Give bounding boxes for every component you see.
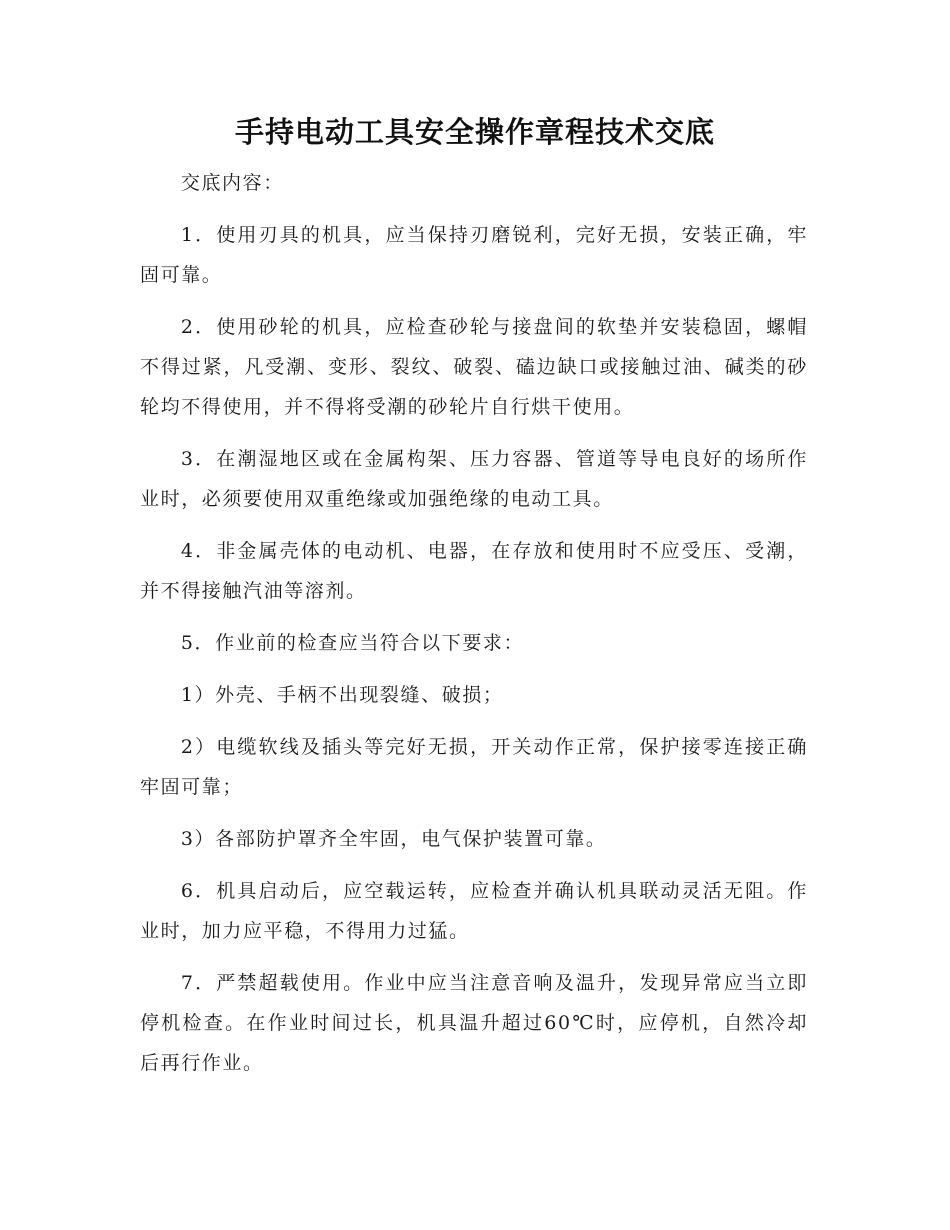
paragraph-item-6: 6．机具启动后，应空载运转，应检查并确认机具联动灵活无阻。作业时，加力应平稳，不得用力过猛。: [140, 880, 808, 942]
paragraph-subitem-5-3: 3）各部防护罩齐全牢固，电气保护装置可靠。: [180, 828, 607, 850]
paragraph-item-7: 7．严禁超载使用。作业中应当注意音响及温升，发现异常应当立即停机检查。在作业时间过长，机具温升超过60℃时，应停机，自然冷却后再行作业。: [140, 972, 808, 1074]
paragraph-subitem-5-1: 1）外壳、手柄不出现裂缝、破损；: [180, 684, 504, 706]
document-body: [140, 163, 808, 1095]
paragraph-item-1: 1．使用刃具的机具，应当保持刃磨锐利，完好无损，安装正确，牢固可靠。: [140, 224, 808, 286]
paragraph-intro: 交底内容：: [180, 172, 284, 194]
document-title: 手持电动工具安全操作章程技术交底: [234, 115, 715, 149]
paragraph-item-2: 2．使用砂轮的机具，应检查砂轮与接盘间的软垫并安装稳固，螺帽不得过紧，凡受潮、变形、裂纹、破裂、磕边缺口或接触过油、碱类的砂轮均不得使用，并不得将受潮的砂轮片自行烘干使用。: [140, 316, 808, 418]
paragraph-subitem-5-2: 2）电缆软线及插头等完好无损，开关动作正常，保护接零连接正确牢固可靠；: [140, 736, 808, 798]
paragraph-item-3: 3．在潮湿地区或在金属构架、压力容器、管道等导电良好的场所作业时，必须要使用双重绝缘或加强绝缘的电动工具。: [140, 448, 808, 510]
paragraph-item-4: 4．非金属壳体的电动机、电器，在存放和使用时不应受压、受潮，并不得接触汽油等溶剂。: [140, 540, 808, 602]
paragraph-item-5: 5．作业前的检查应当符合以下要求：: [180, 632, 525, 654]
